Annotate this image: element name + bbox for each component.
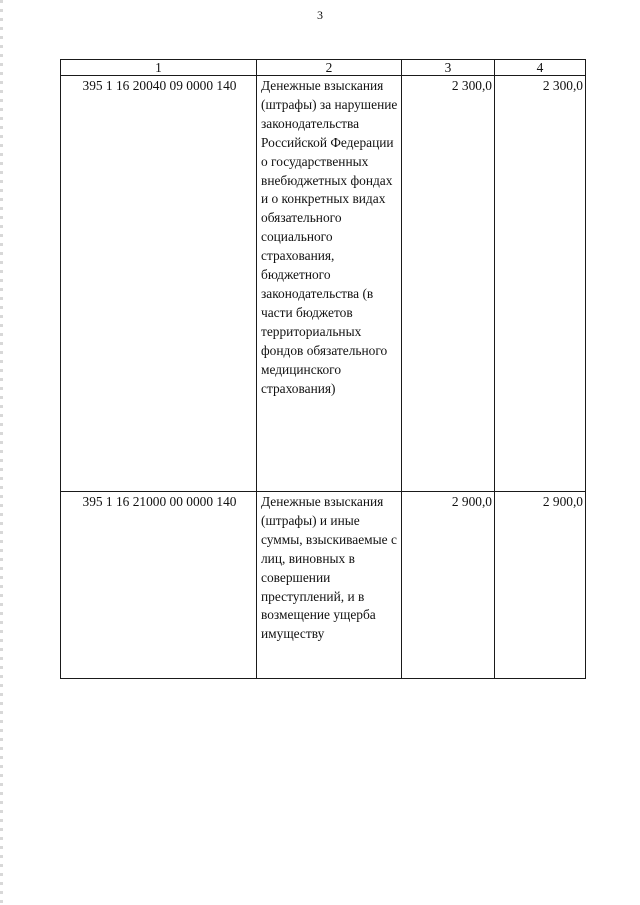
table-row <box>61 76 586 492</box>
column-header-2: 2 <box>257 60 402 76</box>
budget-revenue-table <box>60 59 586 679</box>
amount-cell-col4: 2 300,0 <box>495 76 586 492</box>
budget-code-cell: 395 1 16 21000 00 0000 140 <box>61 492 257 679</box>
description-cell: Денежные взыскания (штрафы) и иные суммы, взыскиваемые с лиц, виновных в совершении преступлений, и в возмещение ущерба имуществу <box>257 492 402 679</box>
column-header-3: 3 <box>402 60 495 76</box>
amount-cell-col4: 2 900,0 <box>495 492 586 679</box>
table-header-row <box>61 60 586 76</box>
amount-cell-col3: 2 900,0 <box>402 492 495 679</box>
description-cell: Денежные взыскания (штрафы) за нарушение законодательства Российской Федерации о государственных внебюджетных фондах и о конкретных видах обязательного социального страхования, бюджетного законодательства (в части бюджетов территориальных фондов обязательного медицинского страхования) <box>257 76 402 492</box>
amount-cell-col3: 2 300,0 <box>402 76 495 492</box>
scan-edge-artifact <box>0 0 3 905</box>
budget-code-cell: 395 1 16 20040 09 0000 140 <box>61 76 257 492</box>
table-row <box>61 492 586 679</box>
column-header-4: 4 <box>495 60 586 76</box>
column-header-1: 1 <box>61 60 257 76</box>
page-number: 3 <box>317 8 323 22</box>
